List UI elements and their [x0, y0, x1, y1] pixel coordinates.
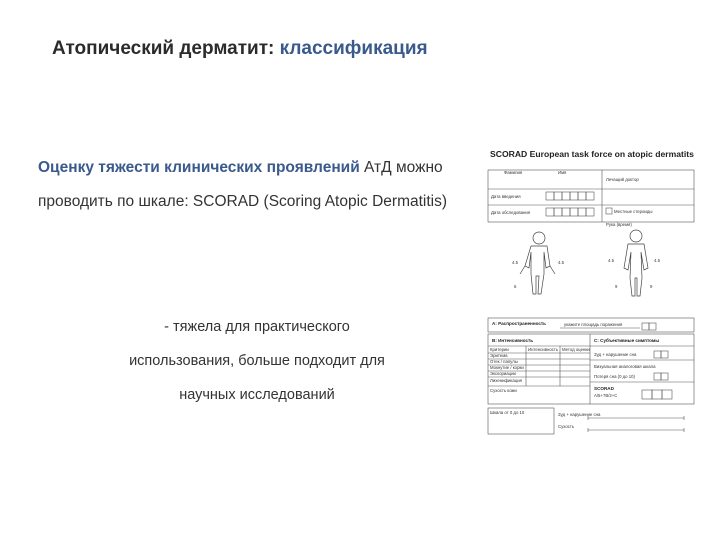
form-label-doctor: Лечащий доктор — [606, 177, 639, 182]
figure-pct-adult-arm2: 4.5 — [654, 258, 660, 263]
lead-highlight: Оценку тяжести клинических проявлений — [38, 159, 360, 176]
row-excoriation: Экскориации — [490, 371, 516, 376]
section-a-title: A: Распространенность — [492, 321, 546, 326]
form-label-hair: Рука (время) — [606, 222, 632, 227]
form-label-name: Имя — [558, 170, 567, 175]
visual-label: Визуальная аналоговая шкала — [594, 364, 656, 369]
form-label-birth-date: Дата обследования — [491, 210, 531, 215]
criteria-head: Критерии — [490, 347, 509, 352]
row-oozing: Мокнутие / корки — [490, 365, 524, 370]
lead-rest: можно проводить по шкале: SCORAD (Scoring Atopic Dermatitis) — [38, 159, 448, 210]
figure-pct-adult-leg2: 9 — [650, 284, 653, 289]
row-erythema: Эритема — [490, 353, 508, 358]
figure-pct-child-arm: 4.5 — [512, 260, 518, 265]
scale-sleep: Сухость — [558, 424, 575, 429]
sleep-loss-label: Потеря сна (0 до 10) — [594, 374, 635, 379]
form-title: SCORAD European task force on atopic dermatits — [490, 149, 694, 159]
section-c-title: C: Субъективные симптомы — [594, 338, 660, 343]
intensity-head: Интенсивность — [528, 347, 559, 352]
form-label-meds: Местные стероиды — [614, 209, 653, 214]
slide-title-accent: классификация — [279, 38, 428, 59]
row-edema: Отек / папулы — [490, 359, 518, 364]
figure-pct-adult-leg: 9 — [615, 284, 618, 289]
row-lichen: Лихенификация — [490, 378, 522, 383]
note-paragraph — [112, 310, 402, 412]
lead-abbr: АтД — [359, 159, 392, 176]
section-a-hint: укажите площадь поражения — [564, 322, 623, 327]
itch-label: Зуд + нарушение сна — [594, 352, 637, 357]
body-figures — [520, 230, 648, 296]
formula-label: A/5+7B/2+C — [594, 393, 618, 398]
figure-pct-adult-arm: 4.5 — [608, 258, 614, 263]
section-b-title: B: Интенсивность — [492, 338, 534, 343]
method-head: Метод оценки — [562, 347, 590, 352]
row-dryness: Сухость кожи — [490, 388, 517, 393]
scorad-total-label: SCORAD — [594, 386, 614, 391]
slide-title — [52, 38, 428, 60]
slide-title-main: Атопический дерматит — [52, 38, 268, 59]
slide-title-sep: : — [268, 38, 280, 59]
scorad-form-svg — [484, 146, 696, 436]
lead-paragraph — [38, 151, 458, 219]
scale-note: Шкала от 0 до 10 — [490, 410, 525, 415]
scale-itch: Зуд + нарушение сна — [558, 412, 601, 417]
figure-pct-child-leg: 6 — [514, 284, 517, 289]
scorad-form-image — [484, 146, 696, 436]
form-label-family: Фамилия — [504, 170, 523, 175]
figure-pct-child-arm2: 4.5 — [558, 260, 564, 265]
note-text: - тяжела для практического использования, больше подходит для научных исследований — [129, 319, 385, 403]
form-label-visit-date: Дата введения — [491, 194, 521, 199]
